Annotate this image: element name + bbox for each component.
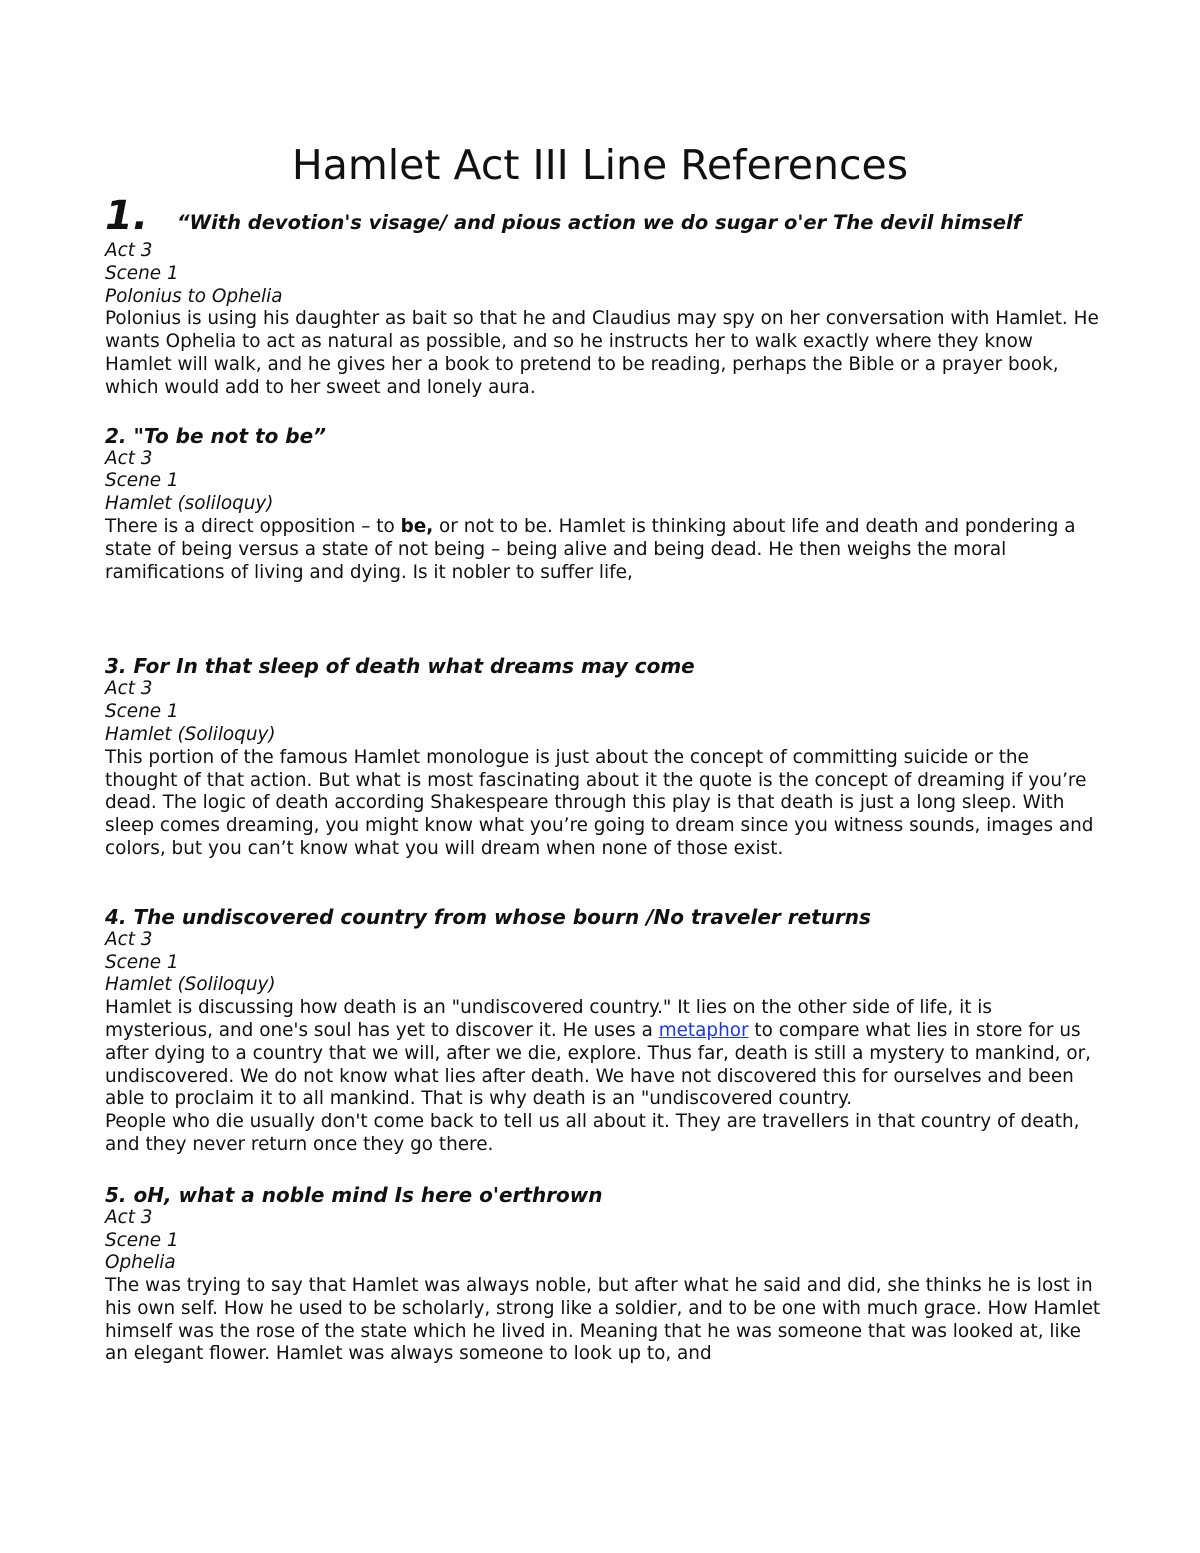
section-5-act: Act 3 [105, 1206, 153, 1228]
section-5-scene: Scene 1 [105, 1229, 179, 1251]
metaphor-link[interactable]: metaphor [658, 1019, 749, 1041]
section-4-scene: Scene 1 [105, 951, 179, 973]
section-1-speaker: Polonius to Ophelia [105, 285, 283, 307]
section-1-heading [105, 192, 1105, 240]
section-4-speaker: Hamlet (Soliloquy) [105, 974, 276, 996]
section-1-quote: “With devotion's visage/ and pious action we do sugar o'er The devil himself [177, 211, 1022, 234]
section-5 [105, 1183, 1105, 1367]
section-2-speaker: Hamlet (soliloquy) [105, 493, 274, 515]
section-4-body [105, 997, 1105, 1111]
section-4-body-2: People who die usually don't come back to tell us all about it. They are travellers in that country of death, and they never return once they go there. [105, 1111, 1080, 1155]
section-5-body: The was trying to say that Hamlet was always noble, but after what he said and did, she thinks he is lost in his own self. How he used to be scholarly, strong like a soldier, and to be one with much grace. How Hamlet himself was the rose of the state which he lived in. Meaning that he was someone that was looked at, like an elegant flower. Hamlet was always someone to look up to, and [105, 1275, 1101, 1365]
section-5-heading: 5. oH, what a noble mind Is here o'erthrown [105, 1182, 603, 1207]
section-2-scene: Scene 1 [105, 470, 179, 492]
section-3-scene: Scene 1 [105, 701, 179, 723]
section-2-body [105, 516, 1105, 584]
section-2-heading: 2. "To be not to be” [105, 423, 327, 448]
section-1-number: 1. [105, 193, 149, 239]
section-2-act: Act 3 [105, 447, 153, 469]
section-2-body-part: There is a direct opposition – to [105, 515, 401, 537]
section-1-act: Act 3 [105, 240, 153, 261]
section-3-heading: 3. For In that sleep of death what dreams may come [105, 654, 695, 679]
document-body [105, 192, 1105, 1366]
section-3 [105, 654, 1105, 860]
section-2 [105, 424, 1105, 585]
section-4-body-part: Hamlet is discussing how death is an "undiscovered country." It lies on the other side of life, it is mysterious, and one's soul has yet to discover it. He uses a [105, 997, 992, 1041]
section-3-speaker: Hamlet (Soliloquy) [105, 723, 276, 745]
page-title: Hamlet Act III Line References [291, 141, 909, 189]
section-4-body-part: to compare what lies in store for us after dying to a country that we will, after we die, explore. Thus far, death is still a mystery to mankind, or, undiscovered. We do not know what lies after death. We have not discovered this for ourselves and been able to proclaim it to all mankind. That is why death is an "undiscovered country. [105, 1019, 1092, 1110]
section-1-scene: Scene 1 [105, 262, 179, 284]
section-1 [105, 192, 1105, 400]
section-3-body: This portion of the famous Hamlet monologue is just about the concept of committing suicide or the thought of that action. But what is most fascinating about it the quote is the concept of dreaming if you’re dead. The logic of death according Shakespeare through this play is that death is just a long sleep. With sleep comes dreaming, you might know what you’re going to dream since you witness sounds, images and colors, but you can’t know what you will dream when none of those exist. [105, 746, 1094, 859]
section-2-body-part: or not to be. Hamlet is thinking about life and death and pondering a state of being versus a state of not being – being alive and being dead. He then weighs the moral ramifications of living and dying. Is it nobler to suffer life, [105, 515, 1076, 583]
section-4 [105, 905, 1105, 1157]
section-4-act: Act 3 [105, 928, 153, 950]
section-4-heading: 4. The undiscovered country from whose bourn /No traveler returns [105, 904, 871, 929]
section-1-body: Polonius is using his daughter as bait so that he and Claudius may spy on her conversation with Hamlet. He wants Ophelia to act as natural as possible, and so he instructs her to walk exactly where they know Hamlet will walk, and he gives her a book to pretend to be reading, perhaps the Bible or a prayer book, which would add to her sweet and lonely aura. [105, 308, 1099, 398]
section-2-body-bold: be, [400, 515, 434, 537]
section-3-act: Act 3 [105, 678, 153, 700]
section-5-speaker: Ophelia [105, 1252, 176, 1274]
